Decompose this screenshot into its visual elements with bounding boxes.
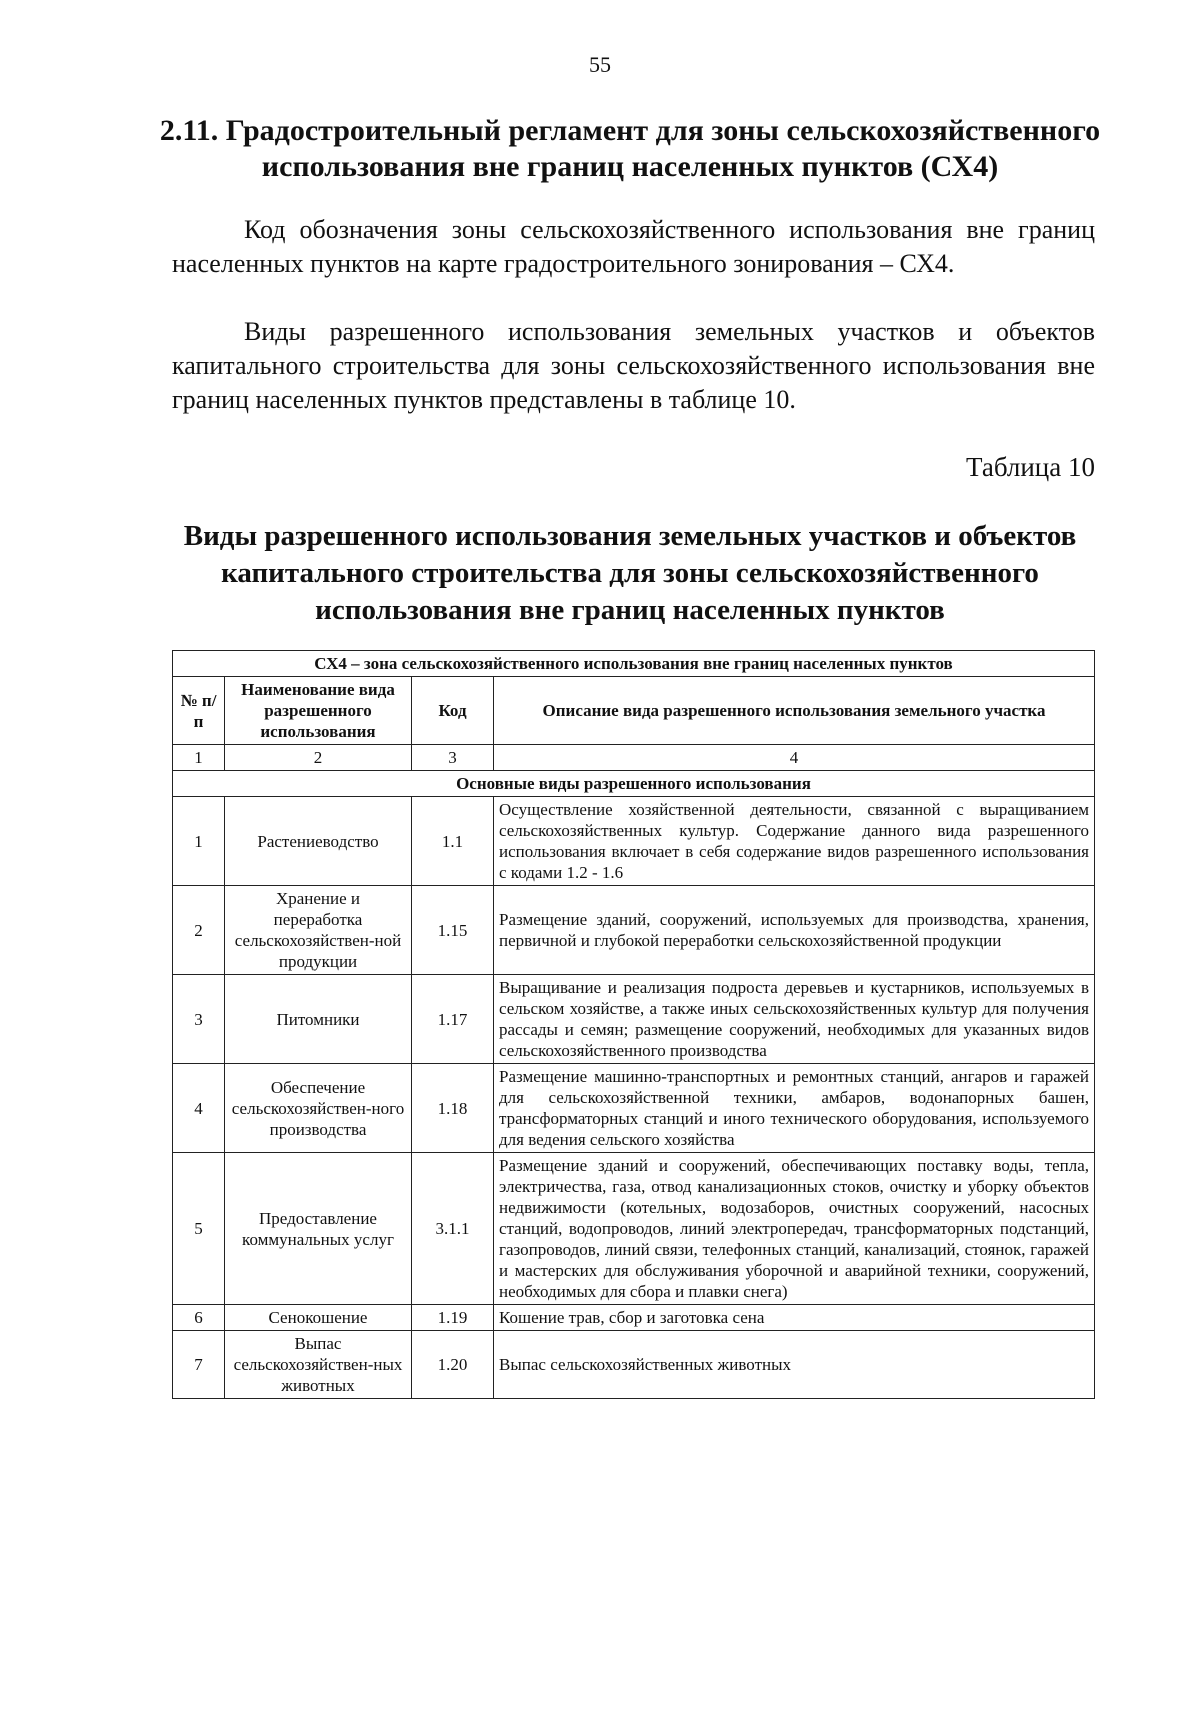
zone-header-row (173, 651, 1095, 677)
row-number: 4 (173, 1064, 225, 1153)
use-description: Выращивание и реализация подроста деревьев и кустарников, используемых в сельском хозяйстве, а также иных сельскохозяйственных культур для получения рассады и семян; размещение сооружений, необходимых для указанных видов сельскохозяйственного производства (494, 975, 1095, 1064)
use-code: 1.19 (412, 1305, 494, 1331)
col-header-description: Описание вида разрешенного использования земельного участка (494, 677, 1095, 745)
row-number: 5 (173, 1153, 225, 1305)
table-caption: Таблица 10 (966, 452, 1095, 482)
column-header-row (173, 677, 1095, 745)
table-row (173, 886, 1095, 975)
use-code: 1.15 (412, 886, 494, 975)
table-row (173, 1064, 1095, 1153)
col-header-code: Код (412, 677, 494, 745)
use-code: 1.18 (412, 1064, 494, 1153)
use-code: 1.20 (412, 1331, 494, 1399)
col-number: 2 (225, 745, 412, 771)
row-number: 1 (173, 797, 225, 886)
zone-code-paragraph: Код обозначения зоны сельскохозяйственного использования вне границ населенных пунктов на карте градостроительного зонирования – СХ4. (172, 215, 1095, 278)
col-number: 3 (412, 745, 494, 771)
permitted-uses-table (172, 650, 1095, 1399)
section-heading: 2.11. Градостроительный регламент для зоны сельскохозяйственного использования вне границ населенных пунктов (СХ4) (159, 114, 1101, 183)
use-name: Хранение и переработка сельскохозяйствен-ной продукции (225, 886, 412, 975)
permitted-uses-paragraph: Виды разрешенного использования земельных участков и объектов капитального строительства для зоны сельскохозяйственного использования вне границ населенных пунктов представлены в таблице 10. (172, 317, 1095, 414)
use-description: Размещение зданий, сооружений, используемых для производства, хранения, первичной и глубокой переработки сельскохозяйственной продукции (494, 886, 1095, 975)
col-number: 1 (173, 745, 225, 771)
col-header-name: Наименование вида разрешенного использования (225, 677, 412, 745)
use-code: 1.17 (412, 975, 494, 1064)
group-header: Основные виды разрешенного использования (173, 771, 1095, 797)
table-row (173, 797, 1095, 886)
zone-header: СХ4 – зона сельскохозяйственного использования вне границ населенных пунктов (173, 651, 1095, 677)
table-row (173, 1153, 1095, 1305)
table-row (173, 975, 1095, 1064)
use-name: Сенокошение (225, 1305, 412, 1331)
use-description: Размещение машинно-транспортных и ремонтных станций, ангаров и гаражей для сельскохозяйственной техники, амбаров, водонапорных башен, трансформаторных станций и иного технического оборудования, используемого для ведения сельского хозяйства (494, 1064, 1095, 1153)
page-number: 55 (589, 52, 611, 77)
use-code: 1.1 (412, 797, 494, 886)
group-header-row (173, 771, 1095, 797)
use-code: 3.1.1 (412, 1153, 494, 1305)
table-title: Виды разрешенного использования земельных участков и объектов капитального строительства для зоны сельскохозяйственного использования вне границ населенных пунктов (183, 520, 1077, 626)
use-description: Выпас сельскохозяйственных животных (494, 1331, 1095, 1399)
use-name: Питомники (225, 975, 412, 1064)
use-description: Кошение трав, сбор и заготовка сена (494, 1305, 1095, 1331)
use-description: Осуществление хозяйственной деятельности, связанной с выращиванием сельскохозяйственных культур. Содержание данного вида разрешенного использования включает в себя содержание видов разрешенного использования с кодами 1.2 - 1.6 (494, 797, 1095, 886)
use-description: Размещение зданий и сооружений, обеспечивающих поставку воды, тепла, электричества, газа, отвод канализационных стоков, очистку и уборку объектов недвижимости (котельных, водозаборов, очистных сооружений, насосных станций, водопроводов, линий электропередач, трансформаторных подстанций, газопроводов, линий связи, телефонных станций, канализаций, стоянок, гаражей и мастерских для обслуживания уборочной и аварийной техники, сооружений, необходимых для сбора и плавки снега) (494, 1153, 1095, 1305)
column-number-row (173, 745, 1095, 771)
use-name: Выпас сельскохозяйствен-ных животных (225, 1331, 412, 1399)
table-row (173, 1331, 1095, 1399)
use-name: Обеспечение сельскохозяйствен-ного производства (225, 1064, 412, 1153)
col-header-number: № п/п (173, 677, 225, 745)
table-row (173, 1305, 1095, 1331)
use-name: Растениеводство (225, 797, 412, 886)
row-number: 3 (173, 975, 225, 1064)
row-number: 7 (173, 1331, 225, 1399)
col-number: 4 (494, 745, 1095, 771)
row-number: 6 (173, 1305, 225, 1331)
row-number: 2 (173, 886, 225, 975)
use-name: Предоставление коммунальных услуг (225, 1153, 412, 1305)
